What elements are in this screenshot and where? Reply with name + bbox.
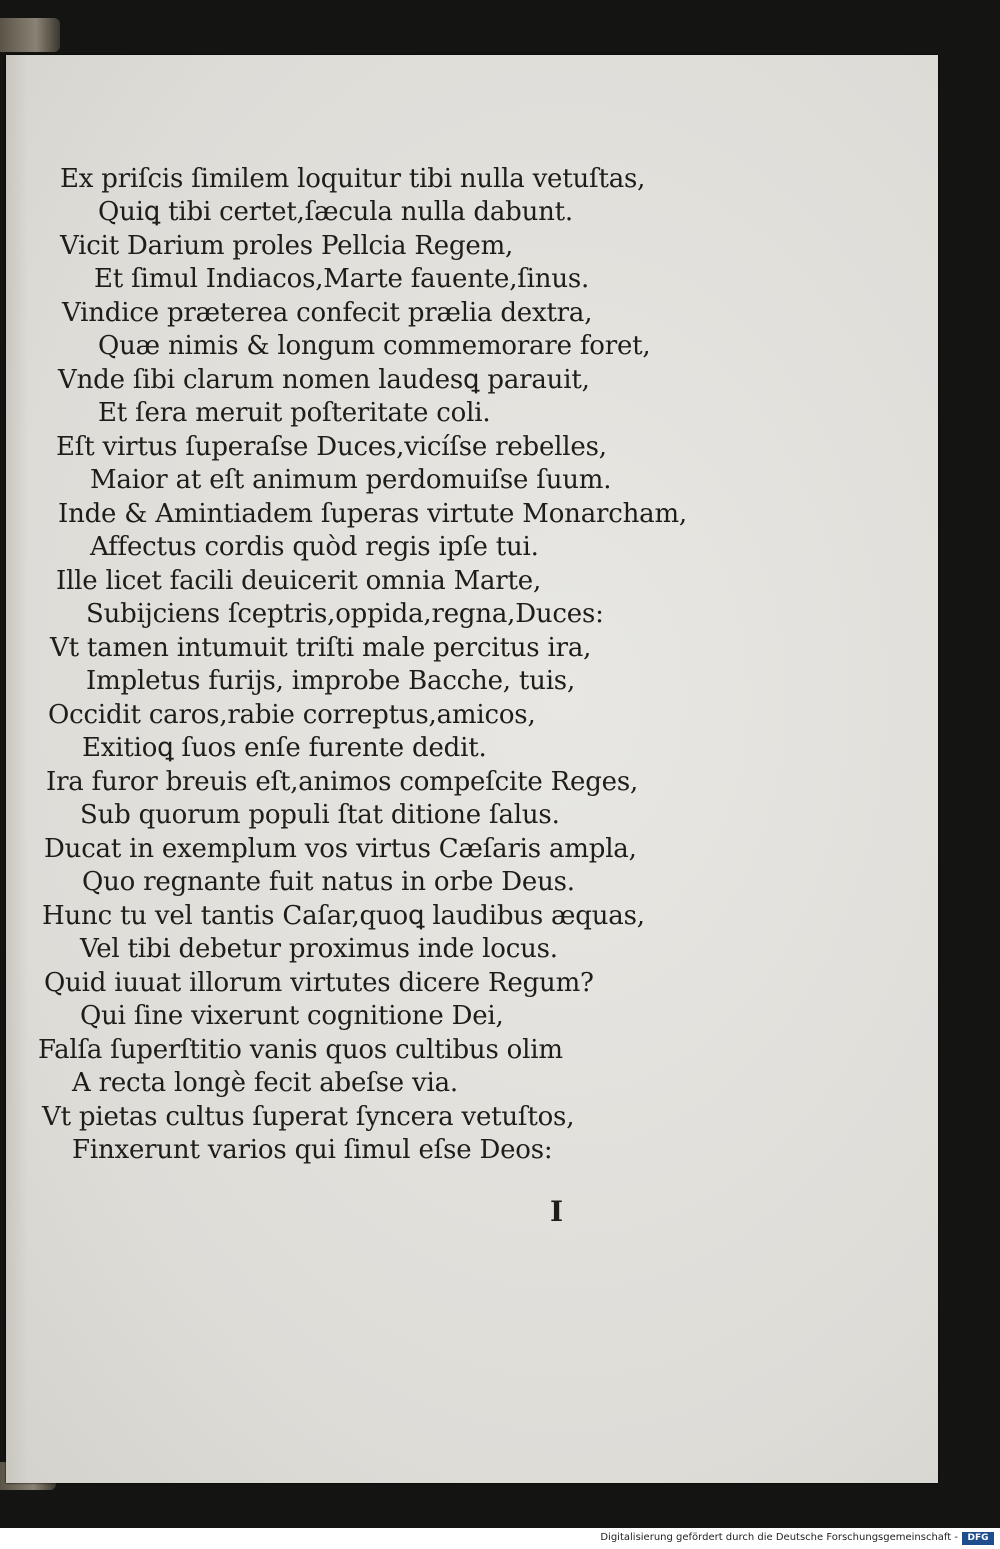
poem-line: Vindice præterea confecit prælia dextra, bbox=[62, 298, 593, 328]
poem-text bbox=[6, 55, 938, 1483]
poem-line: Inde & Amintiadem ſuperas virtute Monarcham, bbox=[58, 499, 687, 529]
poem-line: Ducat in exemplum vos virtus Cæſaris ampla, bbox=[44, 834, 637, 864]
poem-line: Qui ſine vixerunt cognitione Dei, bbox=[80, 1001, 504, 1031]
poem-line: Vnde ſibi clarum nomen laudesꝗ parauit, bbox=[58, 365, 590, 395]
poem-line: Eſt virtus ſuperaſse Duces,vicíſse rebelles, bbox=[56, 432, 607, 462]
poem-line: Falſa ſuperſtitio vanis quos cultibus olim bbox=[38, 1035, 563, 1065]
poem-line: Ira furor breuis eſt,animos compeſcite Reges, bbox=[46, 767, 639, 797]
poem-line: Affectus cordis quòd regis ipſe tui. bbox=[90, 532, 539, 562]
poem-line: Vel tibi debetur proximus inde locus. bbox=[80, 934, 558, 964]
poem-line: Quid iuuat illorum virtutes dicere Regum? bbox=[44, 968, 594, 998]
digitization-footer bbox=[0, 1528, 1000, 1549]
poem-line: Quiꝗ tibi certet,ſæcula nulla dabunt. bbox=[98, 197, 573, 227]
signature-mark: I bbox=[550, 1195, 564, 1228]
poem-line: Et ſimul Indiacos,Marte fauente,ſinus. bbox=[94, 264, 590, 294]
poem-line: Vt tamen intumuit triſti male percitus ira, bbox=[50, 633, 592, 663]
poem-line: Subijciens ſceptris,oppida,regna,Duces: bbox=[86, 599, 604, 629]
poem-line: Vicit Darium proles Pellcia Regem, bbox=[60, 231, 514, 261]
poem-line: Impletus furijs, improbe Bacche, tuis, bbox=[86, 666, 576, 696]
poem-line: Sub quorum populi ſtat ditione ſalus. bbox=[80, 800, 560, 830]
poem-line: Ille licet facili deuicerit omnia Marte, bbox=[56, 566, 542, 596]
poem-line: Et ſera meruit poſteritate coli. bbox=[98, 398, 491, 428]
poem-line: Vt pietas cultus ſuperat ſyncera vetuſtos, bbox=[42, 1102, 575, 1132]
poem-line: A recta longè fecit abeſse via. bbox=[72, 1068, 458, 1098]
poem-line: Hunc tu vel tantis Caſar,quoꝗ laudibus æquas, bbox=[42, 901, 645, 931]
poem-line: Finxerunt varios qui ſimul eſse Deos: bbox=[72, 1135, 553, 1165]
book-page bbox=[6, 55, 938, 1483]
dfg-logo-icon: DFG bbox=[962, 1532, 994, 1545]
poem-line: Maior at eſt animum perdomuiſse ſuum. bbox=[90, 465, 612, 495]
poem-line: Ex priſcis ſimilem loquitur tibi nulla vetuſtas, bbox=[60, 164, 646, 194]
poem-line: Quo regnante fuit natus in orbe Deus. bbox=[82, 867, 575, 897]
footer-credit: Digitalisierung gefördert durch die Deutsche Forschungsgemeinschaft - bbox=[600, 1532, 958, 1543]
poem-line: Quæ nimis & longum commemorare foret, bbox=[98, 331, 651, 361]
book-spine-top bbox=[0, 18, 60, 52]
poem-line: Exitioꝗ ſuos enſe furente dedit. bbox=[82, 733, 487, 763]
poem-line: Occidit caros,rabie correptus,amicos, bbox=[48, 700, 536, 730]
